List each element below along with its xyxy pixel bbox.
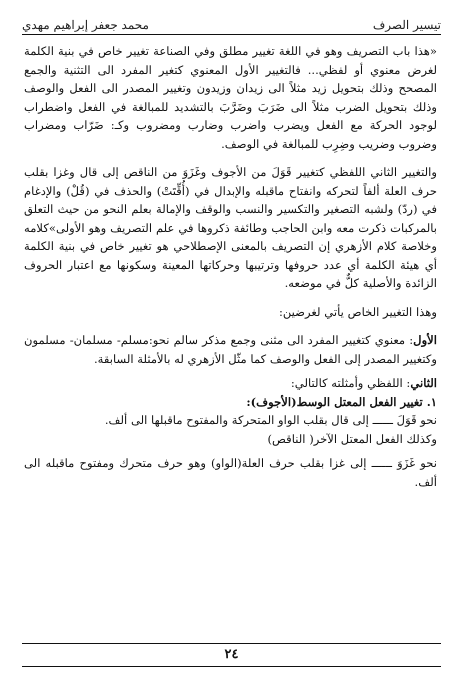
paragraph-second-purpose [24,374,437,393]
second-text: : اللفظي وأمثلته كالتالي: [290,376,411,390]
first-text: : معنوي كتغيير المفرد الى مثنى وجمع مذكر سالم نحو:مسلم- مسلمان- مسلمون وكتغيير المصدر إلى الفعل والوصف كما مثّل الأزهري له بالأمثلة السابقة. [24,333,437,366]
paragraph-example-ghazawa: نحو غَزَوَ ــــــ إلى غزا بقلب حرف العلة(الواو) وهو حرف متحرك ومفتوح ماقبله الى ألف. [24,456,437,489]
paragraph-quote-1: «هذا باب التصريف وهو في اللغة تغيير مطلق وفي الصناعة تغيير خاص في بنية الكلمة لغرض معنوي أو لفظي... فالتغيير الأول المعنوي كتغير المفرد الى التثنية والجمع المصحح وذلك بتحويل زيد مثلاً الى زيدان وزيدون وتغيير المصدر الى الفعل والوصف وذلك بتحويل الضرب مثلاً الى ضَرَبَ وضَرَّبَ بالتشديد للمبالغة في الفعل واضطراب لوجود الحركة مع الفعل ويضرب واضرب وضارب ومضروب وكـ: ضَرّاب ومضراب وضروب وضريب وضِرِب للمبالغة في الوصف. [24,44,437,151]
paragraph-two-purposes: وهذا التغيير الخاص يأتي لغرضين: [278,304,437,319]
header-author: محمد جعفر إبراهيم مهدي [22,18,149,32]
first-label: الأول [413,333,437,347]
subheading-hollow-verb: ١. تغيير الفعل المعتل الوسط(الأجوف): [246,394,437,409]
paragraph-example-qawala: نحو قَوَلَ ــــــ إلى قال بقلب الواو المتحركة والمفتوح ماقبلها الى ألف. [104,413,437,427]
header-divider [22,34,441,35]
paragraph-quote-2: والتغيير الثاني اللفظي كتغيير قَوَلَ من الأجوف وغَزَوَ من الناقص إلى قال وغزا بقلب حرف العلة ألفاً لتحركه وانفتاح ماقبله والإبدال في (أُقِّتَتْ) والحذف في (قُلْ) والإدغام في (ردّ) ولشبه التصغير والتكسير والنسب والوقف والإمالة بعلم النحو من حيث التعلق بالمركبات ذكرت معه وابن الحاجب وطائفة ذكروها في علم التصريف وهو الأولى»كلامه وخلاصة كلام الأزهري إن التصريف بالمعنى الإصطلاحي هو تغيير خاص في بنية الكلمة أي هيئة الكلمة أي عدد حروفها وترتيبها وحركاتها المعينة وسكونها مع اعتبار الحروف الزائدة والأصلية كلٌّ في موضعه. [24,165,437,290]
page-number: ٢٤ [224,647,239,662]
footer-divider-bottom [22,666,441,667]
footer-divider-top [22,643,441,644]
running-header [22,10,441,32]
second-label: الثاني [410,376,437,390]
paragraph-defective-verb: وكذلك الفعل المعتل الآخر( الناقص) [267,431,437,446]
paragraph-first-purpose [24,331,437,368]
page-footer [22,643,441,667]
header-book-title: تيسير الصرف [372,18,441,32]
page-body [24,42,437,491]
